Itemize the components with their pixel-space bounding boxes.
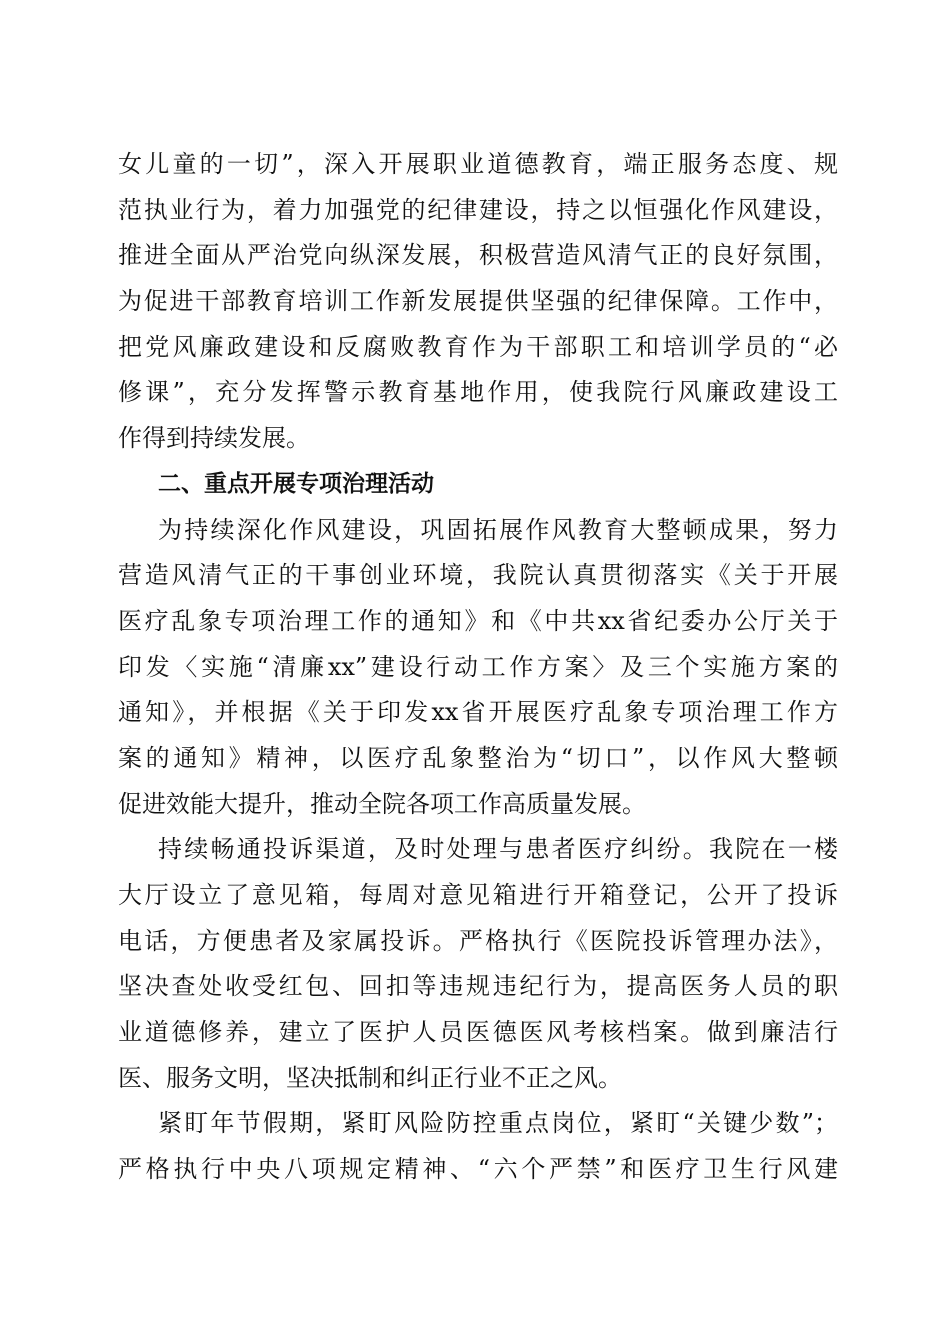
continuation-paragraph bbox=[118, 142, 838, 462]
document-body bbox=[118, 142, 838, 1193]
text-line: 医、服务文明，坚决抵制和纠正行业不正之风。 bbox=[118, 1063, 622, 1092]
text-line: 为促进干部教育培训工作新发展提供坚强的纪律保障。工作中， bbox=[118, 287, 838, 316]
text-line: 范执业行为，着力加强党的纪律建设，持之以恒强化作风建设， bbox=[118, 195, 838, 224]
text-line: 医疗乱象专项治理工作的通知》和《中共xx省纪委办公厅关于 bbox=[118, 606, 838, 635]
text-line: 女儿童的一切”，深入开展职业道德教育，端正服务态度、规 bbox=[118, 150, 838, 178]
paragraph-complaint-channels bbox=[118, 827, 838, 1101]
text-line: 通知》，并根据《关于印发xx省开展医疗乱象专项治理工作方 bbox=[118, 698, 838, 727]
text-line: 作得到持续发展。 bbox=[118, 424, 310, 453]
text-line: 印发〈实施“清廉xx”建设行动工作方案〉及三个实施方案的 bbox=[118, 652, 838, 681]
text-line: 把党风廉政建设和反腐败教育作为干部职工和培训学员的“必 bbox=[118, 332, 838, 361]
text-line: 坚决查处收受红包、回扣等违规违纪行为，提高医务人员的职 bbox=[118, 972, 838, 1001]
text-line: 案的通知》精神，以医疗乱象整治为“切口”，以作风大整顿 bbox=[118, 743, 838, 772]
text-line: 紧盯年节假期，紧盯风险防控重点岗位，紧盯“关键少数”； bbox=[158, 1109, 838, 1138]
text-line: 促进效能大提升，推动全院各项工作高质量发展。 bbox=[118, 789, 646, 818]
paragraph-special-governance bbox=[118, 508, 838, 828]
text-line: 修课”，充分发挥警示教育基地作用，使我院行风廉政建设工 bbox=[118, 378, 838, 407]
text-line: 严格执行中央八项规定精神、“六个严禁”和医疗卫生行风建 bbox=[118, 1155, 838, 1184]
section-heading: 二、重点开展专项治理活动 bbox=[158, 470, 434, 497]
text-line: 大厅设立了意见箱，每周对意见箱进行开箱登记，公开了投诉 bbox=[118, 881, 838, 909]
text-line: 营造风清气正的干事创业环境，我院认真贯彻落实《关于开展 bbox=[118, 561, 838, 590]
text-line: 业道德修养，建立了医护人员医德医风考核档案。做到廉洁行 bbox=[118, 1018, 838, 1047]
text-line: 推进全面从严治党向纵深发展，积极营造风清气正的良好氛围， bbox=[118, 241, 838, 270]
paragraph-holiday-oversight bbox=[118, 1101, 838, 1192]
text-line: 为持续深化作风建设，巩固拓展作风教育大整顿成果，努力 bbox=[158, 515, 838, 544]
text-line: 持续畅通投诉渠道，及时处理与患者医疗纠纷。我院在一楼 bbox=[158, 835, 838, 864]
text-line: 电话，方便患者及家属投诉。严格执行《医院投诉管理办法》， bbox=[118, 926, 838, 955]
